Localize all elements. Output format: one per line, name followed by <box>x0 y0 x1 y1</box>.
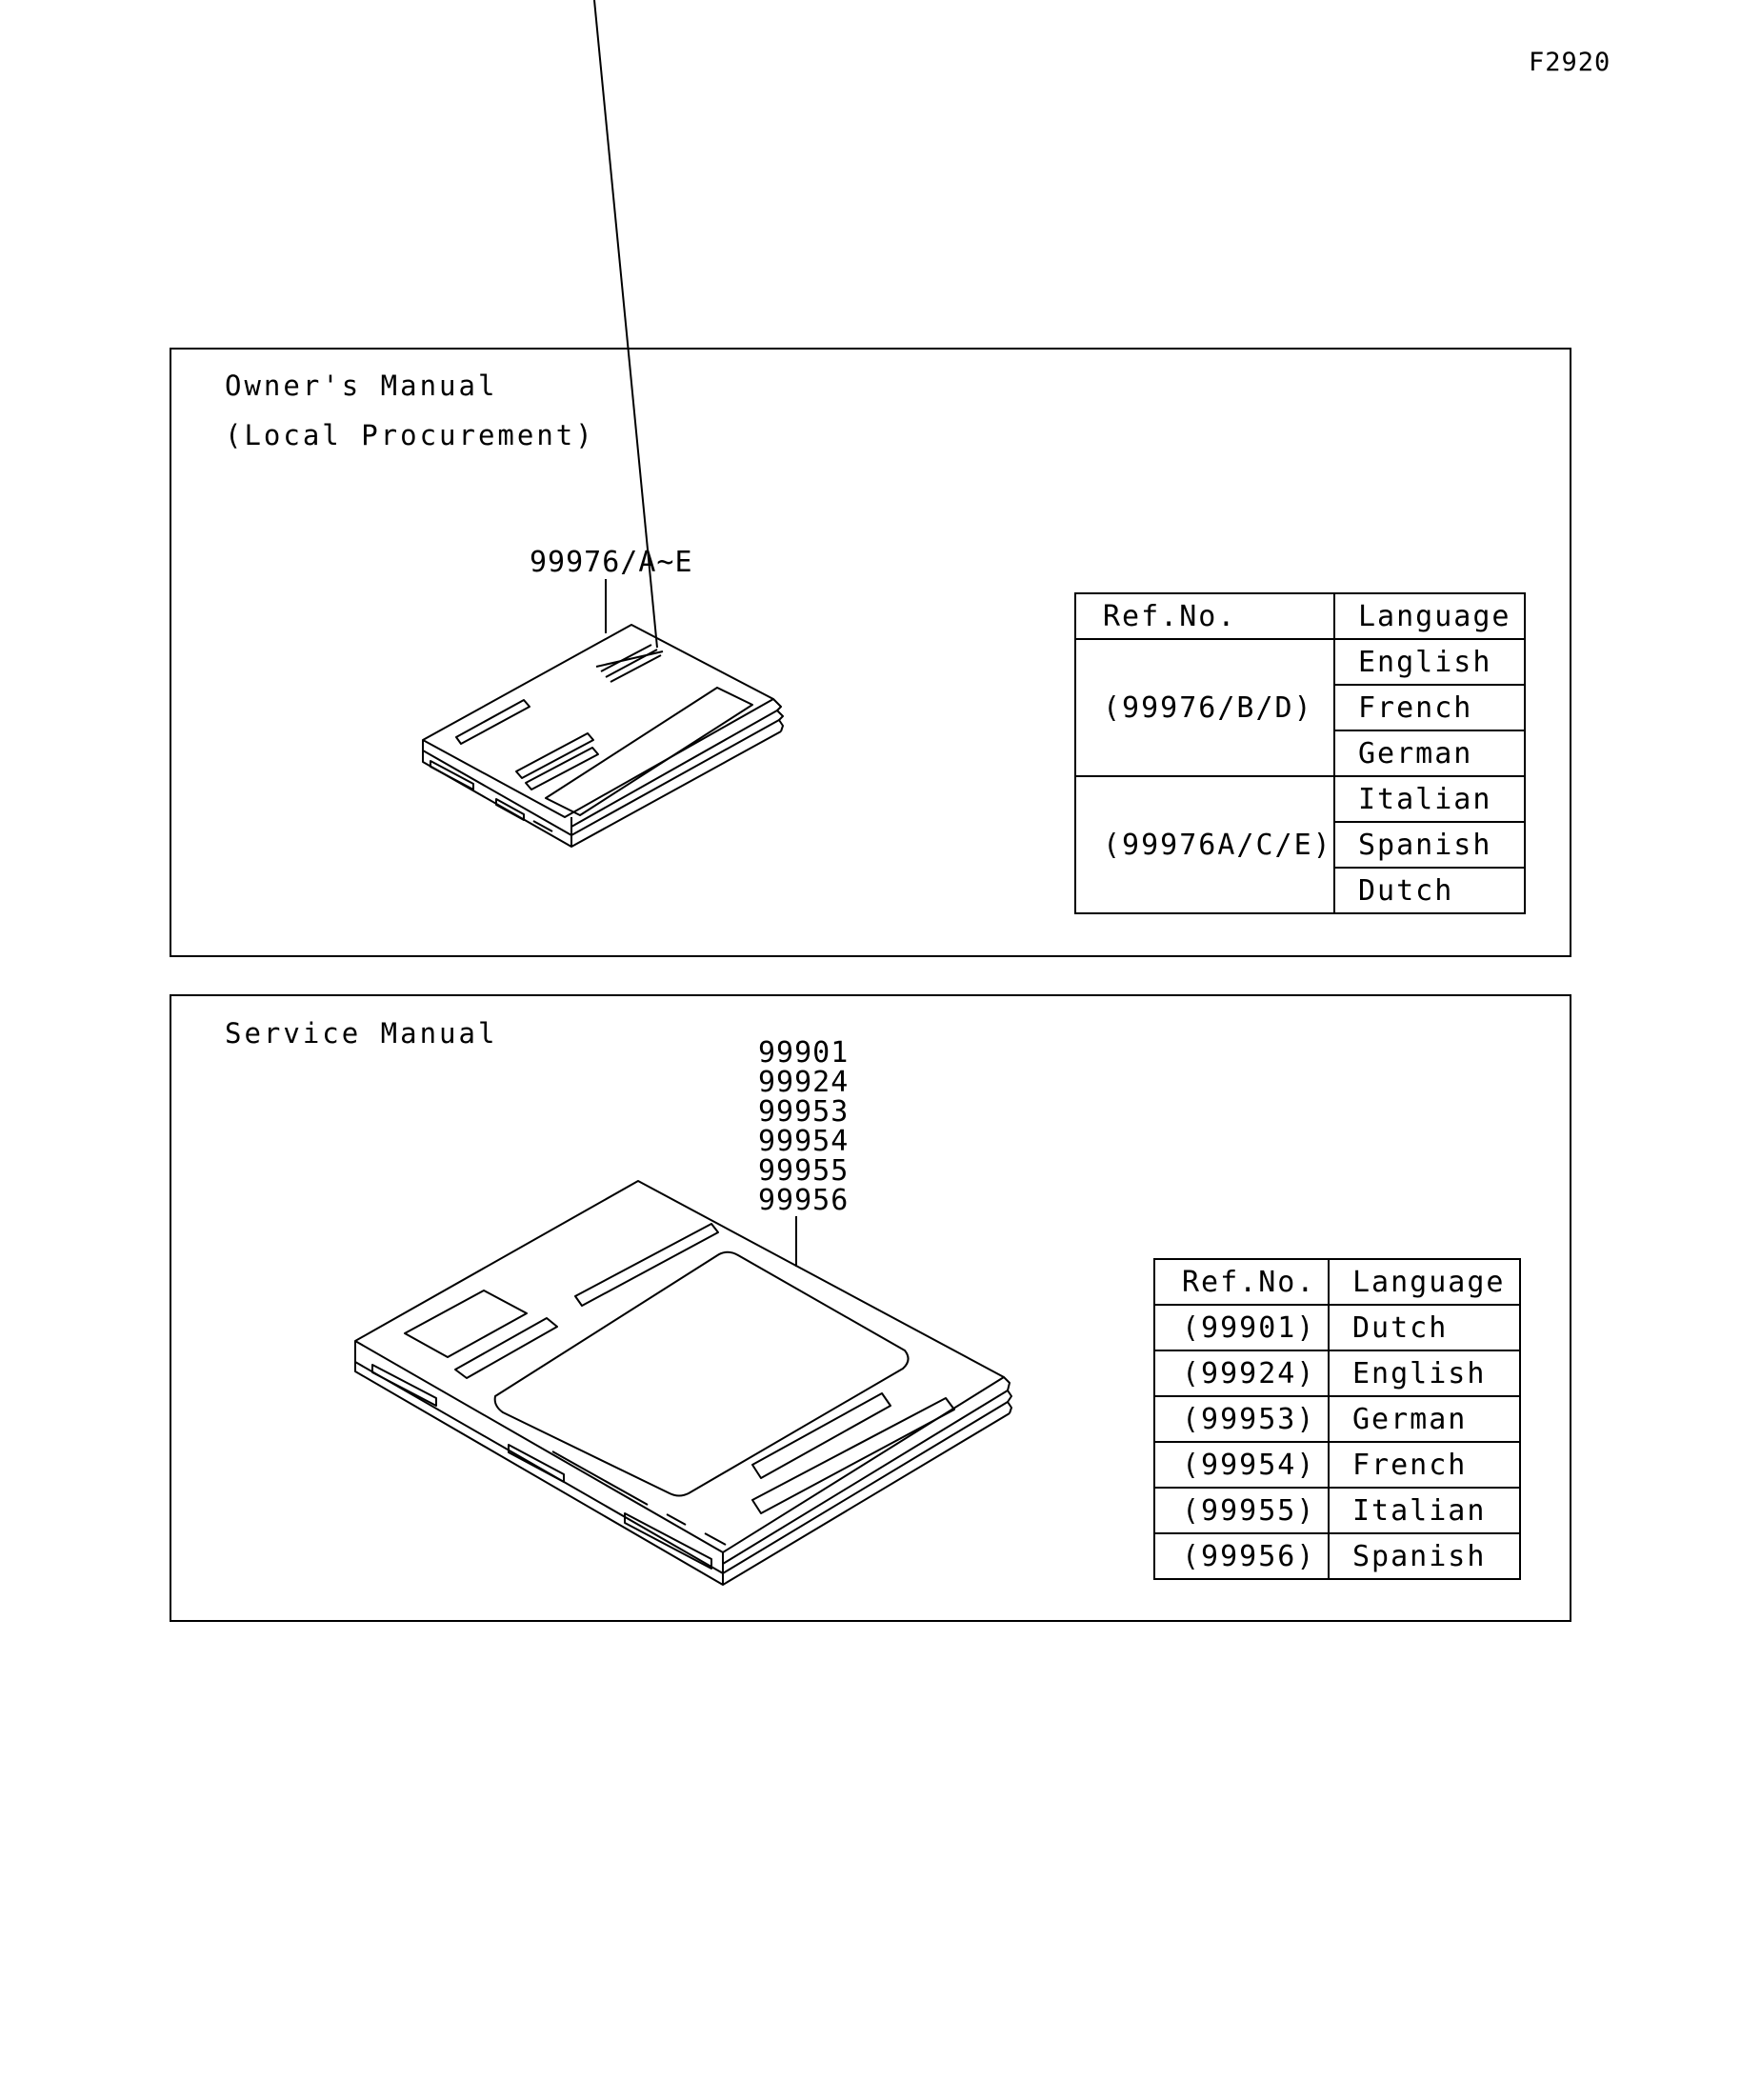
header-language: Language <box>1334 593 1525 639</box>
callout-number: 99924 <box>758 1066 850 1099</box>
figure-code: F2920 <box>1529 48 1611 77</box>
ref-cell: (99901) <box>1154 1305 1329 1350</box>
language-cell: German <box>1334 730 1525 776</box>
owner-manual-title: Owner's Manual <box>225 370 498 402</box>
language-cell: German <box>1329 1396 1520 1442</box>
ref-cell: (99954) <box>1154 1442 1329 1488</box>
owner-manual-booklet-illustration <box>423 0 783 847</box>
callout-number: 99954 <box>758 1125 850 1158</box>
language-cell: Italian <box>1329 1488 1520 1533</box>
ref-cell: (99953) <box>1154 1396 1329 1442</box>
language-cell: English <box>1334 639 1525 685</box>
language-cell: Spanish <box>1334 822 1525 868</box>
callout-number: 99955 <box>758 1154 850 1188</box>
ref-cell: (99955) <box>1154 1488 1329 1533</box>
language-cell: Dutch <box>1329 1305 1520 1350</box>
owner-manual-callout: 99976/A~E <box>530 546 693 579</box>
callout-number: 99956 <box>758 1184 850 1217</box>
ref-cell: (99924) <box>1154 1350 1329 1396</box>
language-cell: English <box>1329 1350 1520 1396</box>
callout-number: 99901 <box>758 1036 850 1070</box>
ref-cell: (99956) <box>1154 1533 1329 1579</box>
group-ref: (99976A/C/E) <box>1075 776 1334 913</box>
callout-number: 99953 <box>758 1095 850 1129</box>
language-cell: Spanish <box>1329 1533 1520 1579</box>
service-manual-book-illustration <box>355 1181 1011 1585</box>
group-ref: (99976/B/D) <box>1075 639 1334 776</box>
header-ref: Ref.No. <box>1154 1259 1329 1305</box>
header-ref: Ref.No. <box>1075 593 1334 639</box>
header-language: Language <box>1329 1259 1520 1305</box>
service-manual-title: Service Manual <box>225 1017 498 1050</box>
language-cell: French <box>1329 1442 1520 1488</box>
language-cell: Dutch <box>1334 868 1525 913</box>
language-cell: French <box>1334 685 1525 730</box>
language-cell: Italian <box>1334 776 1525 822</box>
owner-manual-subtitle: (Local Procurement) <box>225 419 595 451</box>
